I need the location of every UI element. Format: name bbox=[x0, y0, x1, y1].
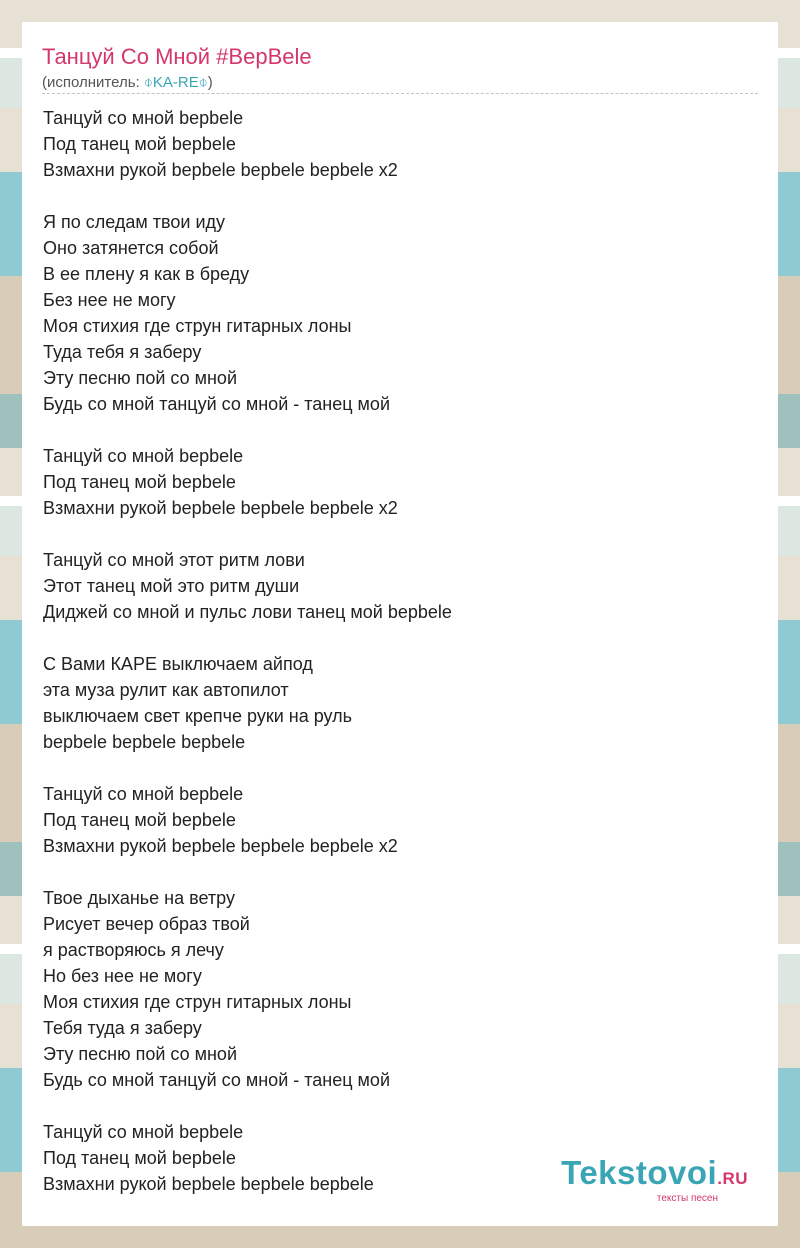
lyrics-card bbox=[22, 22, 778, 1226]
lyrics-line: Рисует вечер образ твой bbox=[43, 914, 250, 934]
lyrics-line: Но без нее не могу bbox=[43, 966, 202, 986]
lyrics-blank-line bbox=[43, 859, 743, 885]
lyrics-line: Под танец мой bepbele bbox=[43, 1148, 236, 1168]
lyrics-line: Этот танец мой это ритм души bbox=[43, 576, 300, 596]
lyrics-line: Танцуй со мной bepbele bbox=[43, 446, 244, 466]
lyrics-line: эта муза рулит как автопилот bbox=[43, 680, 289, 700]
lyrics-line: Моя стихия где струн гитарных лоны bbox=[43, 992, 352, 1012]
lyrics-line: Под танец мой bepbele bbox=[43, 810, 236, 830]
lyrics-blank-line bbox=[43, 625, 743, 651]
lyrics-line: Взмахни рукой bepbele bepbele bepbele x2 bbox=[43, 160, 398, 180]
lyrics-line: Диджей со мной и пульс лови танец мой bepbele bbox=[43, 602, 452, 622]
lyrics-line: Танцуй со мной bepbele bbox=[43, 1122, 244, 1142]
lyrics-line: Танцуй со мной bepbele bbox=[43, 108, 244, 128]
lyrics-line: Танцуй со мной этот ритм лови bbox=[43, 550, 305, 570]
lyrics-line: Твое дыханье на ветру bbox=[43, 888, 235, 908]
lyrics-line: Тебя туда я заберу bbox=[43, 1018, 202, 1038]
lyrics-line: Взмахни рукой bepbele bepbele bepbele x2 bbox=[43, 498, 398, 518]
lyrics-line: Взмахни рукой bepbele bepbele bepbele bbox=[43, 1174, 374, 1194]
lyrics-line: Под танец мой bepbele bbox=[43, 472, 236, 492]
lyrics-blank-line bbox=[43, 183, 743, 209]
logo-tld: .RU bbox=[717, 1169, 748, 1188]
lyrics-line: С Вами КАРЕ выключаем айпод bbox=[43, 654, 313, 674]
lyrics-body bbox=[43, 105, 743, 1197]
lyrics-line: Я по следам твои иду bbox=[43, 212, 225, 232]
lyrics-line: Оно затянется собой bbox=[43, 238, 219, 258]
artist-link[interactable]: ⌽KA-RE⌽ bbox=[143, 74, 208, 91]
lyrics-line: Эту песню пой со мной bbox=[43, 1044, 237, 1064]
site-logo[interactable] bbox=[561, 1156, 748, 1204]
logo-tagline: тексты песен bbox=[656, 1193, 718, 1204]
lyrics-line: Моя стихия где струн гитарных лоны bbox=[43, 316, 352, 336]
artist-line bbox=[42, 74, 213, 91]
lyrics-line: Туда тебя я заберу bbox=[43, 342, 202, 362]
lyrics-line: Без нее не могу bbox=[43, 290, 176, 310]
lyrics-line: Под танец мой bepbele bbox=[43, 134, 236, 154]
logo-name: Tekstovoi bbox=[561, 1154, 718, 1191]
song-title: Танцуй Со Мной #BepBele bbox=[42, 44, 312, 69]
lyrics-line: Танцуй со мной bepbele bbox=[43, 784, 244, 804]
lyrics-line: Будь со мной танцуй со мной - танец мой bbox=[43, 1070, 391, 1090]
lyrics-blank-line bbox=[43, 1093, 743, 1119]
lyrics-line: Будь со мной танцуй со мной - танец мой bbox=[43, 394, 391, 414]
lyrics-line: Взмахни рукой bepbele bepbele bepbele x2 bbox=[43, 836, 398, 856]
lyrics-blank-line bbox=[43, 417, 743, 443]
lyrics-line: я растворяюсь я лечу bbox=[43, 940, 224, 960]
lyrics-blank-line bbox=[43, 521, 743, 547]
lyrics-line: Эту песню пой со мной bbox=[43, 368, 237, 388]
lyrics-line: bepbele bepbele bepbele bbox=[43, 732, 246, 752]
lyrics-line: В ее плену я как в бреду bbox=[43, 264, 250, 284]
artist-suffix: ) bbox=[207, 74, 213, 91]
lyrics-blank-line bbox=[43, 755, 743, 781]
lyrics-line: выключаем свет крепче руки на руль bbox=[43, 706, 352, 726]
divider bbox=[42, 93, 758, 94]
artist-prefix: (исполнитель: bbox=[42, 74, 144, 91]
